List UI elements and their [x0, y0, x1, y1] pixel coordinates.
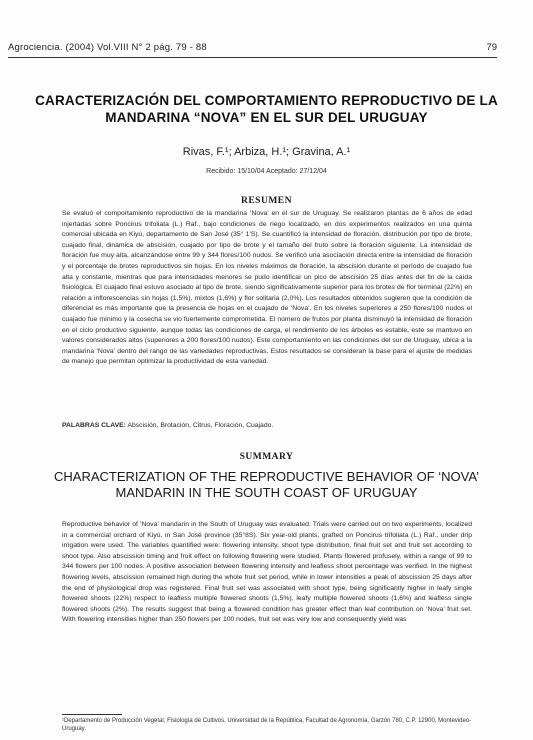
header-divider [8, 57, 497, 58]
received-accepted-dates: Recibido: 15/10/04 Aceptado: 27/12/04 [206, 168, 327, 175]
author-list: Rivas, F.¹; Arbiza, H.¹; Gravina, A.¹ [182, 146, 351, 158]
resumen-abstract [62, 209, 472, 368]
author-affiliation-footnote: ¹Departamento de Producción Vegetal, Fisiología de Cultivos, Universidad de la República, Facultad de Agronomía, Garzón 780, C.P. 12900, Montevideo-Uruguay. [62, 718, 472, 732]
summary-heading: SUMMARY [239, 452, 294, 462]
summary-abstract [62, 520, 472, 626]
english-title: CHARACTERIZATION OF THE REPRODUCTIVE BEHAVIOR OF ‘NOVA’ MANDARIN IN THE SOUTH COAST OF URUGUAY [54, 469, 479, 500]
page-number: 79 [486, 42, 497, 53]
keywords-line [62, 422, 472, 429]
summary-text: Reproductive behavior of ‘Nova’ mandarin in the South of Uruguay was evaluated. Trials were carried out on two experiments, localized in a commercial orchard of Kiyú, in San José province (35°8S). Six year-old plants, grafted on Poncirus trifoliata (L.) Raf., under drip irrigation were used. The variables quantified were: flowering intensity, shoot type distribution, final fruit set and fruit set according to shoot type. Also abscission timing and fruit effect on following flowering were studied. Plants flowered profusely, within a range of 99 to 344 flowers per 100 nodes. A positive association between flowering intensity and leafless shoot percentage was verified. In the highest flowering levels, abscission remained high during the whole fruit set period, while in lower intensities a peak of abscission 25 days after the end of physiological drop was registered. Final fruit set was associated with shoot type, being significantly higher in leafy single flowered shoots (22%) respect to leafless multiple flowered shoots (1,5%), leafy multiple flowered shoots (1,6%) and leafless single flowered shoots (2%). The results suggest that being a flowered condition has greater effect than leaf contribution on ‘Nova’ fruit set. With flowering intensities higher than 250 flowers per 100 nodes, fruit set was very low and consequently yield was [62, 521, 472, 624]
journal-citation: Agrociencia. (2004) Vol.VIII N° 2 pág. 79 - 88 [8, 42, 207, 53]
footnote-divider [62, 714, 122, 715]
keywords-label: PALABRAS CLAVE: [62, 422, 126, 429]
resumen-heading: RESUMEN [240, 196, 292, 206]
resumen-text: Se evaluó el comportamiento reproductivo de la mandarina ‘Nova’ en el sur de Uruguay. Se realizaron plantas de 6 años de edad injertadas sobre Poncirus trifoliata (L.) Raf., bajo condiciones de riego localizado, en dos experimentos realizados en una quinta comercial ubicada en Kiyú, departamento de San José (35° 1’S). Se cuantificó la intensidad de floración, distribución por tipo de brote, cuajado final, dinámica de abscisión, cuajado por tipo de brote y el tamaño del fruto sobre la floración siguiente. La intensidad de floración fue muy alta, alcanzándose entre 99 y 344 flores/100 nudos. Se verificó una asociación directa entre la intensidad de floración y el porcentaje de brotes reproductivos sin hojas. En los niveles máximos de floración, la abscisión durante el período de cuajado fue alta y constante, mientras que para intensidades menores se pudo identificar un pico de abscisión 25 días antes del fin de la caída fisiológica. El cuajado final estuvo asociado al tipo de brote, siendo significativamente superior para los brotes de flor terminal (22%) en relación a inflorescencias sin hojas (1,5%), mixtos (1,6%) y flor solitaria (2,0%). Los resultados obtenidos sugieren que la condición de diferencial es más importante que la presencia de hojas en el cuajado de ‘Nova’. En los niveles superiores a 250 flores/100 nudos el cuajado fue mínimo y la cosecha se vio fuertemente comprometida. El número de frutos por planta disminuyó la intensidad de floración en el ciclo productivo siguiente, aunque todas las condiciones de carga, el rendimiento de los árboles es estable, este se mantuvo en valores considerados altos (superiores a 200 flores/100 nudos). Este comportamiento en las condiciones del sur de Uruguay, ubica a la mandarina ‘Nova’ dentro del rango de las variedades reproductivas. Estos resultados se consideran la base para el ajuste de medidas de manejo que permitan optimizar la productividad de esta variedad. [62, 210, 472, 366]
keywords-text: Abscisión, Brotación, Citrus, Floración, Cuajado. [127, 422, 274, 429]
paper-title: CARACTERIZACIÓN DEL COMPORTAMIENTO REPRODUCTIVO DE LA MANDARINA “NOVA” EN EL SUR DEL URUGUAY [35, 93, 498, 125]
